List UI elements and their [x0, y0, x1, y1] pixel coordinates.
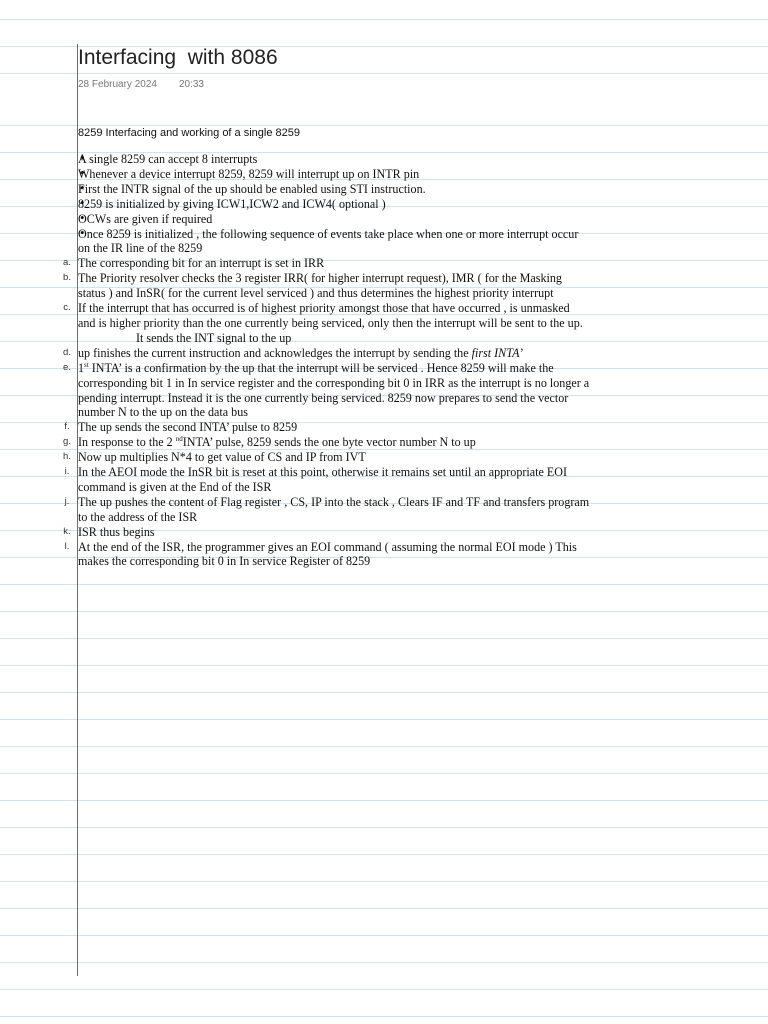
bullet-text: Whenever a device interrupt 8259, 8259 will interrupt up on INTR pin: [78, 166, 420, 181]
step-a: [63, 256, 590, 271]
step-text: It sends the INT signal to the up: [136, 330, 292, 345]
bullet-item: [78, 212, 590, 227]
step-marker: c.: [63, 302, 71, 314]
step-h: [63, 450, 590, 465]
step-marker: e.: [63, 361, 71, 373]
step-emphasis: first INTA’: [471, 345, 524, 360]
step-l: [64, 539, 590, 570]
step-marker: h.: [63, 451, 71, 463]
step-c-continuation: [78, 331, 590, 346]
step-text: The Priority resolver checks the 3 register IRR( for higher interrupt request), IMR ( for the Masking status ) and InSR( for the current level serviced ) and thus determines the highest priority interrupt: [78, 271, 562, 301]
note-body[interactable]: [63, 152, 590, 569]
step-text: INTA’ pulse, 8259 sends the one byte vector number N to up: [182, 435, 476, 450]
subheading[interactable]: 8259 Interfacing and working of a single 8259: [78, 127, 300, 139]
page-meta: [78, 79, 204, 90]
page-time: 20:33: [178, 79, 204, 90]
bullet-item: [78, 167, 590, 182]
step-marker: b.: [63, 272, 71, 284]
step-b: [63, 271, 590, 301]
step-number: 1: [78, 360, 85, 375]
bullet-text: A single 8259 can accept 8 interrupts: [78, 152, 258, 166]
step-marker: d.: [63, 346, 71, 358]
step-text: If the interrupt that has occurred is of highest priority amongst those that have occurred , is unmasked and is higher priority than the one currently being serviced, only then the interrupt will be sent to the up.: [78, 301, 583, 330]
bullet-text: 8259 is initialized by giving ICW1,ICW2 and ICW4( optional ): [78, 196, 386, 211]
step-text-prefix: In response to the 2: [78, 435, 176, 450]
bullet-text: OCWs are given if required: [78, 211, 213, 226]
step-text: Now up multiplies N*4 to get value of CS and IP from IVT: [78, 450, 366, 465]
step-marker: a.: [63, 257, 71, 269]
step-marker: i.: [64, 466, 70, 478]
step-e: [63, 360, 590, 421]
bullet-item: [78, 227, 590, 257]
step-text: At the end of the ISR, the programmer gives an EOI command ( assuming the normal EOI mode ) This makes the corresponding bit 0 in In service Register of 8259: [78, 539, 577, 569]
superscript: nd: [175, 435, 183, 444]
bullet-item: [78, 197, 590, 212]
step-d: [63, 345, 590, 361]
bullet-item: [78, 182, 590, 197]
page-date: 28 February 2024: [78, 79, 157, 90]
step-i: [64, 465, 590, 495]
bullet-text: Once 8259 is initialized , the following sequence of events take place when one or more interrupt occur on the IR line of the 8259: [78, 226, 579, 256]
superscript: st: [84, 360, 89, 369]
step-c: [63, 301, 590, 331]
step-k: [63, 524, 590, 540]
step-text: INTA’ is a confirmation by the up that the interrupt will be serviced . Hence 8259 will make the corresponding bit 1 in In service register and the corresponding bit 0 in IRR as the interrupt is no longer a pending interrupt. Instead it is the one currently being serviced. 8259 now prepares to send the vector number N to the up on the data bus: [78, 360, 590, 420]
step-text: The up pushes the content of Flag register , CS, IP into the stack , Clears IF and TF and transfers program to the address of the ISR: [78, 494, 590, 524]
step-marker: j.: [64, 495, 70, 507]
step-text: up finishes the current instruction and acknowledges the interrupt by sending the: [78, 345, 472, 360]
page-title[interactable]: Interfacing with 8086: [78, 46, 278, 69]
step-marker: l.: [64, 540, 70, 552]
bullet-text: First the INTR signal of the up should be enabled using STI instruction.: [78, 181, 426, 196]
step-text: The up sends the second INTA’ pulse to 8259: [78, 420, 298, 435]
step-marker: k.: [63, 525, 71, 537]
step-text: In the AEOI mode the InSR bit is reset at this point, otherwise it remains set until an appropriate EOI command is given at the End of the ISR: [78, 465, 568, 494]
step-text: The corresponding bit for an interrupt is set in IRR: [78, 256, 325, 271]
step-g: [63, 435, 590, 450]
step-j: [64, 494, 590, 525]
step-marker: f.: [64, 421, 70, 433]
step-marker: g.: [63, 436, 71, 448]
bullet-item: [78, 152, 590, 167]
step-f: [64, 420, 590, 435]
step-text: ISR thus begins: [78, 524, 155, 539]
